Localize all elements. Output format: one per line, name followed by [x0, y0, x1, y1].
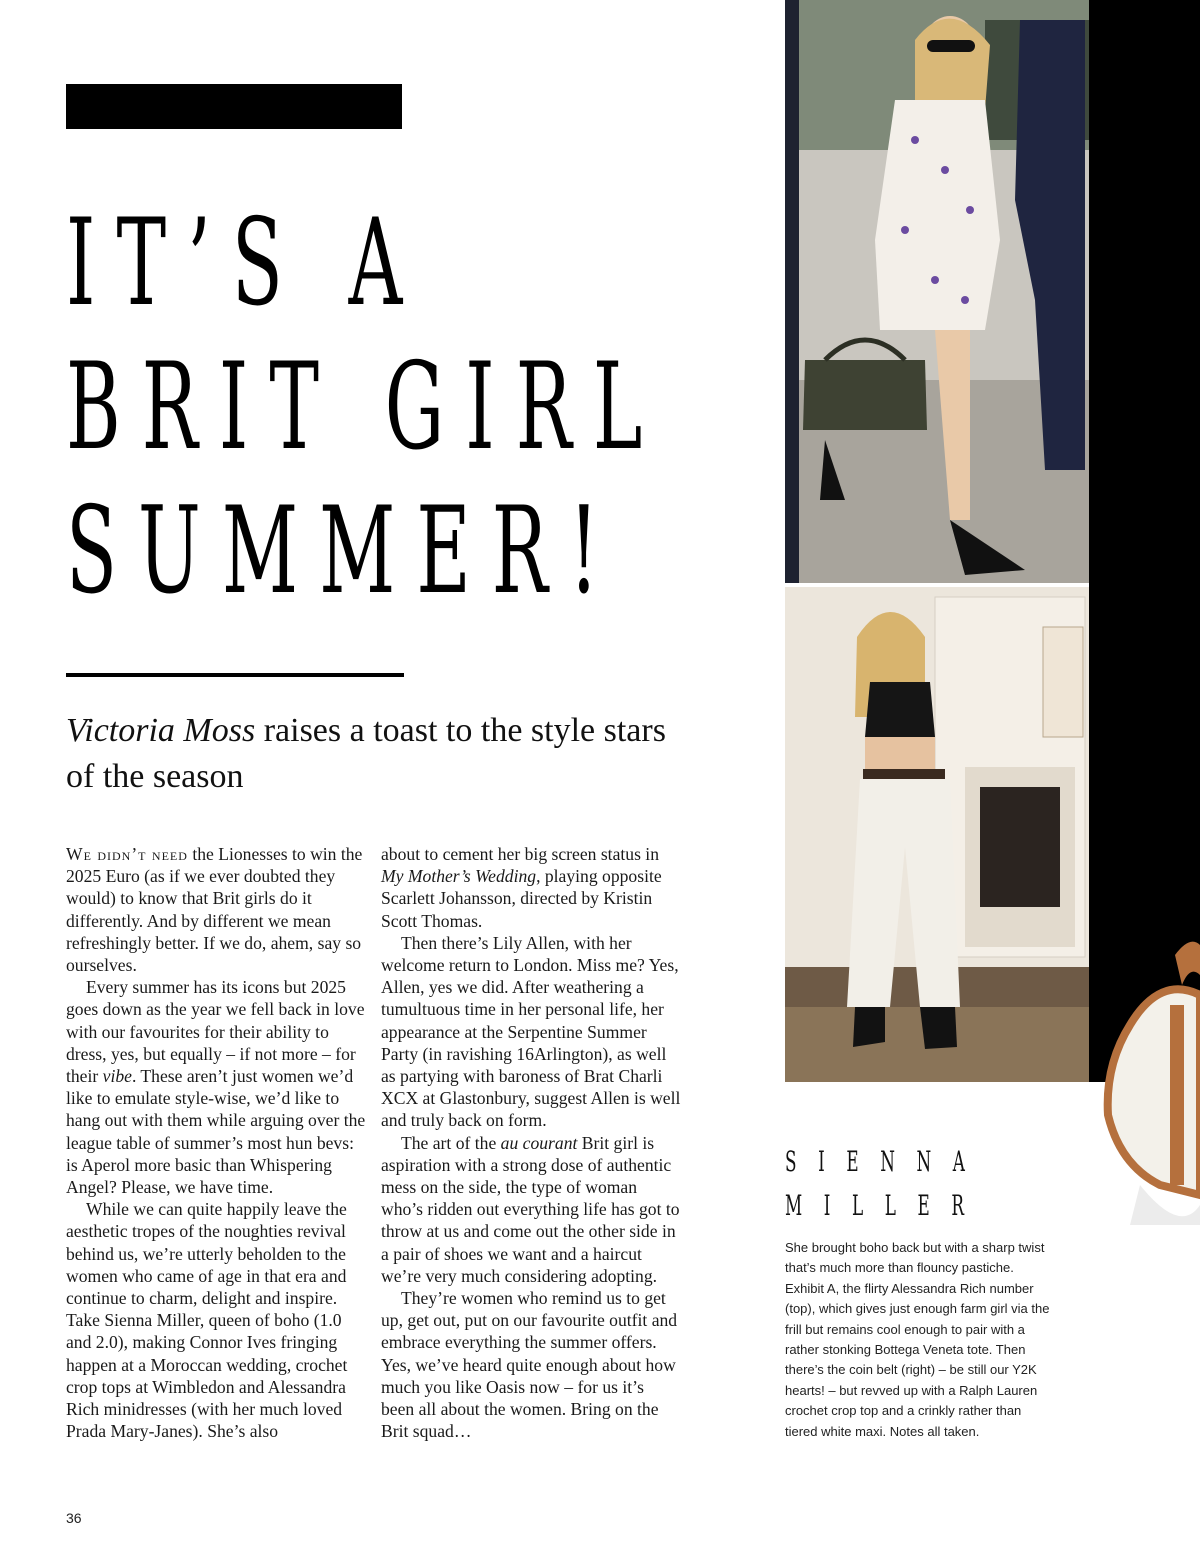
- paragraph-text: They’re women who remind us to get up, get out, put on our favourite outfit and embrace everything the summer offers. Yes, we’ve heard quite enough about how much you like Oasis now – for us it’s been all about the women. Bring on the Brit squad…: [381, 1288, 678, 1442]
- paragraph-text: Brit girl is aspiration with a strong dose of authentic mess on the side, the type of woman who’s ridden out everything life has got to throw at us and come out the other side in a pair of shoes we want and a haircut we’re very much considering adopting.: [381, 1132, 680, 1286]
- headline-line-2: BRIT GIRL: [66, 338, 664, 477]
- paragraph: [381, 1132, 681, 1287]
- photo-floral-minidress-illustration: [785, 0, 1089, 583]
- paragraph: [66, 976, 366, 1198]
- headline: [66, 192, 664, 624]
- paragraph: [381, 843, 681, 932]
- body-column-2: [381, 843, 681, 1442]
- paragraph: [66, 843, 366, 976]
- paragraph: [381, 1287, 681, 1442]
- caption-text: She brought boho back but with a sharp twist that’s much more than flouncy pastiche. Exhibit A, the flirty Alessandra Rich number (top), which gives just enough farm girl via the frill but remains cool enough to pair with a rather stonking Bottega Veneta tote. Then there’s the coin belt (right) – be still our Y2K hearts! – but revved up with a Ralph Lauren crochet crop top and a crinkly rather than tiered white maxi. Notes all taken.: [785, 1240, 1050, 1439]
- paragraph-text: Every summer has its icons but 2025 goes down as the year we fell back in love with our favourites for their ability to dress, yes, but equally – if not more – for their: [66, 977, 365, 1087]
- paragraph-text: the Lionesses to win the 2025 Euro (as if we ever doubted they would) to know that Brit girls do it differently. And by different we mean refreshingly better. If we do, ahem, say so ourselves.: [66, 844, 363, 976]
- photo-coin-belt-look: [785, 587, 1089, 1082]
- standfirst-text: raises a toast to the style stars of the season: [66, 712, 666, 795]
- headline-rule: [66, 673, 404, 677]
- caption-title-line-1: SIENNA: [785, 1145, 987, 1178]
- caption-title: [785, 1140, 987, 1228]
- black-side-panel: [1089, 0, 1200, 1082]
- paragraph-text: about to cement her big screen status in: [381, 844, 659, 864]
- emphasis: vibe: [102, 1066, 132, 1087]
- tote-bag-cutout: [1100, 935, 1200, 1225]
- headline-line-3: SUMMER!: [66, 482, 620, 621]
- paragraph-text: While we can quite happily leave the aesthetic tropes of the noughties revival behind us, we’re utterly beholden to the women who came of age in that era and continue to charm, delight and inspire. Take Sienna Miller, queen of boho (1.0 and 2.0), making Connor Ives fringing happen at a Moroccan wedding, crochet crop tops at Wimbledon and Alessandra Rich minidresses (with her much loved Prada Mary-Janes). She’s also: [66, 1199, 348, 1442]
- standfirst: [66, 708, 666, 800]
- paragraph: [66, 1198, 366, 1442]
- body-column-1: [66, 843, 366, 1442]
- photo-coin-belt-look-illustration: [785, 587, 1089, 1082]
- lead-in: We didn’t need: [66, 844, 188, 864]
- tote-bag-illustration: [1100, 935, 1200, 1225]
- paragraph-text: . These aren’t just women we’d like to emulate style-wise, we’d like to hang out with them while arguing over the league table of summer’s most hun bevs: is Aperol more basic than Whispering Angel? Please, we have time.: [66, 1066, 366, 1198]
- paragraph-text: , playing opposite Scarlett Johansson, directed by Kristin Scott Thomas.: [381, 866, 662, 931]
- paragraph-text: Then there’s Lily Allen, with her welcome return to London. Miss me? Yes, Allen, yes we did. After weathering a tumultuous time in her personal life, her appearance at the Serpentine Summer Party (in ravishing 16Arlington), as well as partying with baroness of Brat Charli XCX at Glastonbury, suggest Allen is well and truly back on form.: [381, 932, 681, 1131]
- author-name: Victoria Moss: [66, 712, 256, 749]
- emphasis: My Mother’s Wedding: [381, 866, 537, 887]
- photo-floral-minidress: [785, 0, 1089, 583]
- header-black-bar: [66, 84, 402, 129]
- page-number: 36: [66, 1510, 82, 1526]
- caption-title-line-2: MILLER: [785, 1189, 986, 1222]
- emphasis: au courant: [500, 1132, 578, 1153]
- headline-line-1: IT’S A: [66, 194, 424, 333]
- paragraph: [381, 932, 681, 1132]
- paragraph-text: The art of the: [401, 1132, 501, 1153]
